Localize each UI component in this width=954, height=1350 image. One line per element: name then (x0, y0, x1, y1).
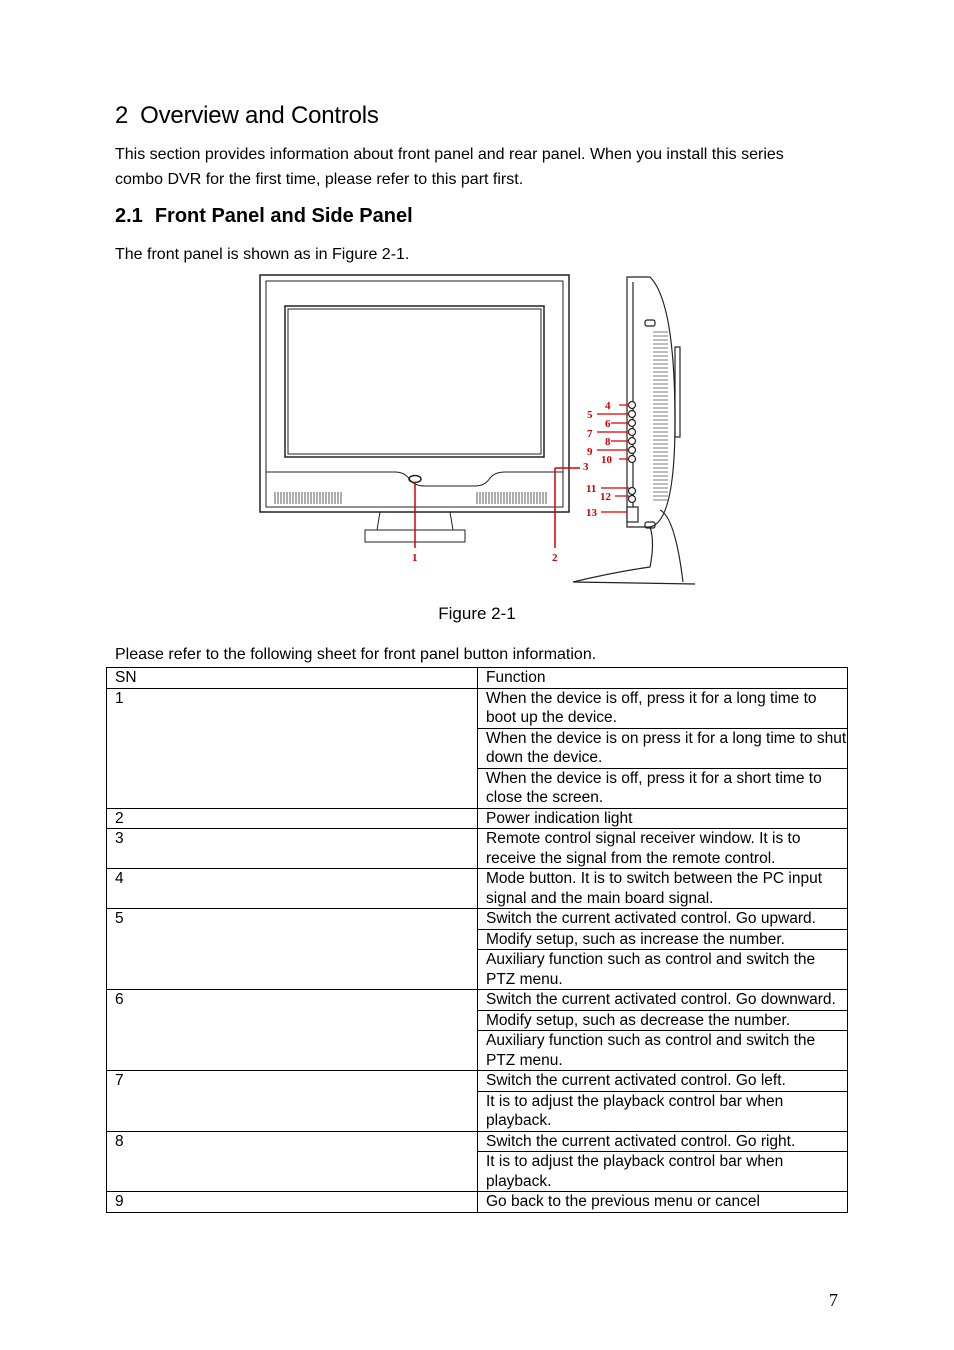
table-row (107, 1131, 848, 1152)
sn-cell: 1 (107, 688, 478, 808)
figure-2-1-diagram (255, 272, 700, 590)
table-header-row (107, 668, 848, 689)
function-cell: Remote control signal receiver window. It is to receive the signal from the remote control. (478, 829, 848, 869)
header-function: Function (478, 668, 848, 689)
function-cell: Modify setup, such as increase the number. (478, 929, 848, 950)
front-callout-lines (415, 468, 580, 548)
side-vent-lines (653, 332, 668, 500)
side-label-11: 11 (586, 483, 597, 495)
function-cell: It is to adjust the playback control bar when playback. (478, 1152, 848, 1192)
sn-cell: 4 (107, 869, 478, 909)
sheet-intro-text: Please refer to the following sheet for front panel button information. (115, 646, 597, 663)
chapter-heading (115, 102, 379, 130)
function-cell: Modify setup, such as decrease the number. (478, 1010, 848, 1031)
function-cell: Switch the current activated control. Go left. (478, 1071, 848, 1092)
side-label-13: 13 (586, 507, 597, 519)
function-cell: Auxiliary function such as control and switch the PTZ menu. (478, 950, 848, 990)
page-number: 7 (829, 1290, 838, 1310)
table-row (107, 1071, 848, 1092)
sn-cell: 6 (107, 990, 478, 1071)
table-row (107, 808, 848, 829)
front-label-2: 2 (552, 552, 558, 564)
section-title: Front Panel and Side Panel (154, 205, 413, 227)
sn-cell: 7 (107, 1071, 478, 1132)
button-function-table (106, 667, 848, 1213)
front-label-1: 1 (412, 552, 418, 564)
side-label-12: 12 (600, 491, 611, 503)
intro-paragraph: This section provides information about front panel and rear panel. When you install this series combo DVR for the first time, please refer to this part first. (115, 146, 784, 188)
side-label-4: 4 (605, 400, 611, 412)
function-cell: Switch the current activated control. Go downward. (478, 990, 848, 1011)
function-cell: Go back to the previous menu or cancel (478, 1192, 848, 1213)
function-cell: Power indication light (478, 808, 848, 829)
front-panel-text: The front panel is shown as in Figure 2-1. (115, 246, 410, 263)
section-number: 2.1 (115, 205, 143, 227)
front-label-3: 3 (583, 461, 589, 473)
section-heading (115, 205, 413, 228)
function-cell: When the device is off, press it for a short time to close the screen. (478, 768, 848, 808)
header-sn: SN (107, 668, 478, 689)
side-label-7: 7 (587, 428, 593, 440)
side-label-10: 10 (601, 454, 612, 466)
speaker-grille-right (477, 492, 546, 504)
chapter-title: Overview and Controls (140, 102, 379, 129)
table-row (107, 990, 848, 1011)
function-cell: Mode button. It is to switch between the PC input signal and the main board signal. (478, 869, 848, 909)
figure-caption: Figure 2-1 (438, 604, 516, 623)
function-cell: When the device is on press it for a long time to shut down the device. (478, 728, 848, 768)
side-label-5: 5 (587, 409, 593, 421)
function-cell: When the device is off, press it for a long time to boot up the device. (478, 688, 848, 728)
side-label-9: 9 (587, 446, 593, 458)
sn-cell: 9 (107, 1192, 478, 1213)
function-cell: It is to adjust the playback control bar when playback. (478, 1091, 848, 1131)
table-row (107, 829, 848, 869)
side-label-8: 8 (605, 436, 611, 448)
speaker-grille-left (275, 492, 341, 504)
sn-cell: 2 (107, 808, 478, 829)
function-cell: Switch the current activated control. Go upward. (478, 909, 848, 930)
function-cell: Switch the current activated control. Go right. (478, 1131, 848, 1152)
sn-cell: 8 (107, 1131, 478, 1192)
chapter-number: 2 (115, 102, 129, 129)
sn-cell: 3 (107, 829, 478, 869)
sn-cell: 5 (107, 909, 478, 990)
table-row (107, 688, 848, 728)
side-label-6: 6 (605, 418, 611, 430)
function-cell: Auxiliary function such as control and switch the PTZ menu. (478, 1031, 848, 1071)
table-row (107, 1192, 848, 1213)
table-row (107, 909, 848, 930)
table-row (107, 869, 848, 909)
